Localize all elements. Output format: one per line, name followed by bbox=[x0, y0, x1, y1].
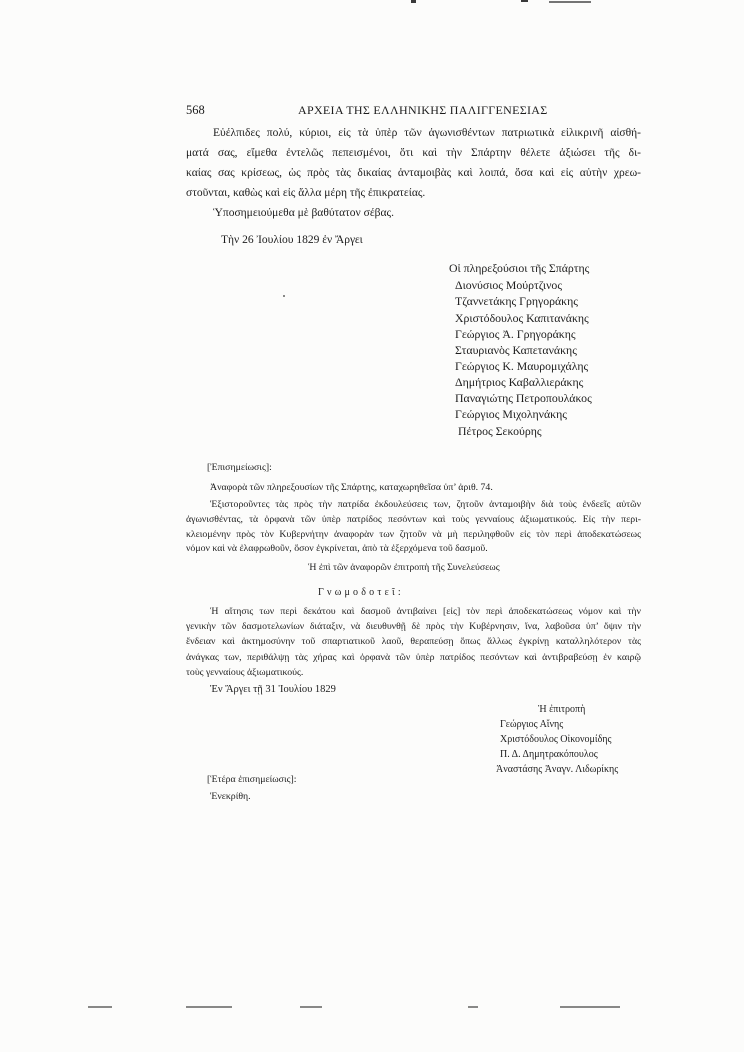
signatory-name: Πέτρος Σεκούρης bbox=[458, 424, 542, 438]
running-title: ΑΡΧΕΙΑ ΤΗΣ ΕΛΛΗΝΙΚΗΣ ΠΑΛΙΓΓΕΝΕΣΙΑΣ bbox=[298, 103, 548, 117]
letter-date: Τὴν 26 Ἰουλίου 1829 ἐν Ἄργει bbox=[221, 234, 363, 246]
page-number: 568 bbox=[186, 103, 205, 117]
signatory-name: Χριστόδουλος Καπιτανάκης bbox=[455, 311, 589, 325]
scan-artifact bbox=[88, 1006, 112, 1008]
letter-closing: Ὑποσημειούμεθα μὲ βαθύτατον σέβας. bbox=[213, 207, 394, 219]
second-annotation-label: [Ἑτέρα ἐπισημείωσις]: bbox=[207, 774, 297, 785]
opinion-date: Ἐν Ἄργει τῇ 31 Ἰουλίου 1829 bbox=[210, 684, 336, 695]
signatory-name: Γεώργιος Κ. Μαυρομιχάλης bbox=[455, 359, 589, 373]
annotation-summary-line: νόμον καὶ νὰ ἐλαφρωθοῦν, ὅσον ἐγκρίνεται, ἀπὸ τὰ ἐξερχόμενα τοῦ δασμοῦ. bbox=[186, 543, 488, 554]
signatory-name: Γεώργιος Μιχοληνάκης bbox=[455, 407, 567, 421]
opinion-line: γενικὴν τῶν δασμοτελωνίων διάταξιν, νὰ διευθυνθῇ δὲ πρὸς τὴν Κυβέρνησιν, ἵνα, λαβοῦσα ὑπ’ ὄψιν τὴν bbox=[186, 621, 641, 632]
scan-artifact bbox=[560, 1006, 620, 1008]
opinion-line: τοὺς γενναίους ἀξιωματικούς. bbox=[186, 667, 304, 678]
annotation-summary-line: ἀγωνισθέντας, τὰ ὀρφανὰ τῶν ὑπὲρ πατρίδος πεσόντων καὶ τοὺς γενναίους ἀξιωματικούς. Εἰς τὴν περι- bbox=[186, 514, 641, 525]
annotation-registration: Ἀναφορὰ τῶν πληρεξουσίων τῆς Σπάρτης, καταχωρηθεῖσα ὑπ’ ἀριθ. 74. bbox=[210, 482, 493, 493]
scan-artifact bbox=[549, 1, 591, 3]
scan-artifact bbox=[468, 1006, 478, 1008]
committee-heading: Ἡ ἐπὶ τῶν ἀναφορῶν ἐπιτροπὴ τῆς Συνελεύσεως bbox=[308, 562, 500, 573]
scan-artifact bbox=[283, 295, 285, 297]
annotation-label: [Ἐπισημείωσις]: bbox=[207, 462, 272, 473]
signatories-heading: Οἱ πληρεξούσιοι τῆς Σπάρτης bbox=[449, 261, 590, 275]
committee-member: Γεώργιος Αἴνης bbox=[500, 719, 564, 730]
scan-artifact bbox=[186, 1006, 232, 1008]
signatory-name: Δημήτριος Καβαλλιεράκης bbox=[455, 375, 584, 389]
letter-line: στοῦνται, καθὼς καὶ εἰς ἄλλα μέρη τῆς ἐπικρατείας. bbox=[186, 187, 426, 199]
signatory-name: Διονύσιος Μούρτζινος bbox=[455, 278, 563, 292]
annotation-summary-line: κλειομένην πρὸς τὸν Κυβερνήτην ἀναφορὰν των ζητοῦν νὰ μὴ περιληφθοῦν εἰς τὸν περὶ ἀποδεκατώσεως bbox=[186, 529, 641, 540]
committee-member: Ἀναστάσης Ἀναγν. Λιδωρίκης bbox=[496, 764, 619, 775]
signatory-name: Τζαννετάκης Γρηγοράκης bbox=[455, 294, 578, 308]
signatory-name: Σταυριανὸς Καπετανάκης bbox=[455, 343, 577, 357]
second-annotation-text: Ἐνεκρίθη. bbox=[210, 791, 251, 802]
letter-line: Εὐέλπιδες πολύ, κύριοι, εἰς τὰ ὑπὲρ τῶν ἀγωνισθέντων πατριωτικὰ εἰλικρινῆ αἰσθή- bbox=[213, 127, 641, 139]
opinion-line: ἔνδειαν καὶ ἀκτημοσύνην τοῦ σπαρτιατικοῦ λαοῦ, θεραπεύσῃ ὅπως ἄλλως ἐγκρίνῃ καταλληλότερον τὰς bbox=[186, 636, 641, 647]
committee-member: Χριστόδουλος Οἰκονομίδης bbox=[500, 734, 612, 745]
signatory-name: Γεώργιος Ἀ. Γρηγοράκης bbox=[455, 327, 576, 341]
annotation-summary-line: Ἐξιστοροῦντες τὰς πρὸς τὴν πατρίδα ἐκδουλεύσεις των, ζητοῦν ἀνταμοιβὴν διὰ τοὺς ἐνδεεῖς αὐτῶν bbox=[210, 499, 641, 510]
scan-artifact bbox=[300, 1006, 322, 1008]
letter-line: καίας σας κρίσεως, ὡς πρὸς τὰς δικαίας ἀνταμοιβὰς καὶ λοιπά, ὅσα καὶ εἰς αὐτὴν χρεω- bbox=[186, 167, 641, 179]
letter-line: ματά σας, εἴμεθα ἐντελῶς πεπεισμένοι, ὅτι καὶ τὴν Σπάρτην θέλετε ἀξιώσει τῆς δι- bbox=[186, 147, 641, 159]
committee-member: Π. Δ. Δημητρακόπουλος bbox=[500, 749, 598, 760]
committee-signature-heading: Ἡ ἐπιτροπὴ bbox=[538, 704, 586, 715]
signatory-name: Παναγιώτης Πετροπουλάκος bbox=[455, 391, 592, 405]
scan-artifact bbox=[411, 0, 416, 3]
opinion-line: ἀνάγκας των, περιθάλψῃ τὰς χήρας καὶ ὀρφανὰ τῶν ὑπὲρ πατρίδος πεσόντων καὶ ἀντιβραβεύσῃ ἐν καιρῷ bbox=[186, 652, 641, 663]
scan-artifact bbox=[521, 0, 528, 2]
opinion-label: Γνωμοδοτεῖ: bbox=[318, 587, 404, 598]
opinion-line: Ἡ αἴτησις των περὶ δεκάτου καὶ δασμοῦ ἀντιβαίνει [εἰς] τὸν περὶ ἀποδεκατώσεως νόμον καὶ τὴν bbox=[210, 606, 641, 617]
